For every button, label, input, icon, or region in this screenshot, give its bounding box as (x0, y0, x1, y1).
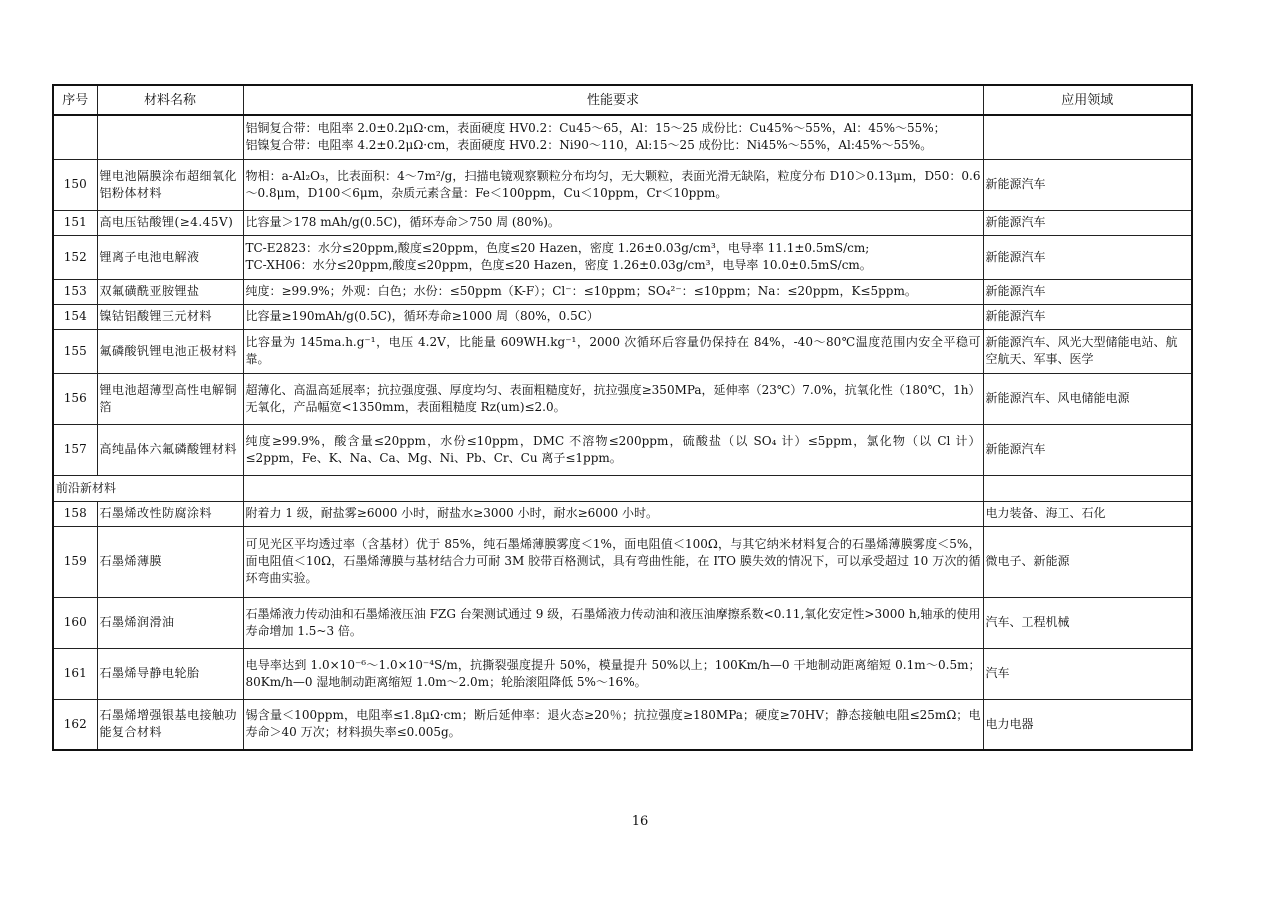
table-header (53, 85, 1192, 115)
table-row (53, 699, 1192, 750)
application-field: 新能源汽车 (983, 304, 1192, 329)
performance-requirements: 电导率达到 1.0×10⁻⁶～1.0×10⁻⁴S/m，抗撕裂强度提升 50%，模量提升 50%以上；100Km/h—0 干地制动距离缩短 0.1m～0.5m；80Km/h—0 湿地制动距离缩短 1.0m～2.0m；轮胎滚阻降低 5%～16%。 (243, 648, 983, 699)
material-name: 石墨烯润滑油 (97, 597, 243, 648)
performance-requirements: 比容量＞178 mAh/g(0.5C)，循环寿命＞750 周 (80%)。 (243, 210, 983, 235)
material-name: 石墨烯薄膜 (97, 526, 243, 597)
row-number: 152 (53, 235, 97, 279)
performance-requirements: 超薄化、高温高延展率；抗拉强度强、厚度均匀、表面粗糙度好，抗拉强度≥350MPa，延伸率（23℃）7.0%，抗氧化性（180℃，1h）无氧化，产品幅宽<1350mm，表面粗糙度 Rz(um)≤2.0。 (243, 373, 983, 424)
performance-requirements: 比容量为 145ma.h.g⁻¹，电压 4.2V，比能量 609WH.kg⁻¹，2000 次循环后容量仍保持在 84%，-40～80℃温度范围内安全平稳可靠。 (243, 329, 983, 373)
table-row (53, 597, 1192, 648)
row-number: 162 (53, 699, 97, 750)
performance-requirements: TC-E2823：水分≤20ppm,酸度≤20ppm，色度≤20 Hazen，密度 1.26±0.03g/cm³，电导率 11.1±0.5mS/cm; TC-XH06：水分≤20ppm,酸度≤20ppm，色度≤20 Hazen，密度 1.26±0.03g/cm³，电导率 10.0±0.5mS/cm。 (243, 235, 983, 279)
header-row (53, 85, 1192, 115)
row-number: 155 (53, 329, 97, 373)
row-number: 158 (53, 501, 97, 526)
application-field: 微电子、新能源 (983, 526, 1192, 597)
row-number: 159 (53, 526, 97, 597)
table-row (53, 501, 1192, 526)
application-field: 汽车、工程机械 (983, 597, 1192, 648)
material-name (97, 115, 243, 159)
table-row (53, 329, 1192, 373)
header-application: 应用领域 (983, 85, 1192, 115)
row-number: 150 (53, 159, 97, 210)
application-field (983, 115, 1192, 159)
application-field: 新能源汽车 (983, 159, 1192, 210)
table-row (53, 526, 1192, 597)
material-name: 锂离子电池电解液 (97, 235, 243, 279)
table-row (53, 648, 1192, 699)
performance-requirements: 附着力 1 级，耐盐雾≥6000 小时，耐盐水≥3000 小时，耐水≥6000 小时。 (243, 501, 983, 526)
header-no: 序号 (53, 85, 97, 115)
material-name: 石墨烯导静电轮胎 (97, 648, 243, 699)
materials-table (52, 84, 1193, 751)
material-name: 高电压钴酸锂(≥4.45V) (97, 210, 243, 235)
table-row (53, 115, 1192, 159)
row-number: 157 (53, 424, 97, 475)
application-field: 汽车 (983, 648, 1192, 699)
table-row (53, 424, 1192, 475)
performance-requirements: 纯度≥99.9%，酸含量≤20ppm，水份≤10ppm，DMC 不溶物≤200ppm，硫酸盐（以 SO₄ 计）≤5ppm，氯化物（以 Cl 计）≤2ppm，Fe、K、Na、Ca、Mg、Ni、Pb、Cr、Cu 离子≤1ppm。 (243, 424, 983, 475)
application-field: 新能源汽车、风光大型储能电站、航空航天、军事、医学 (983, 329, 1192, 373)
application-field: 电力电器 (983, 699, 1192, 750)
performance-requirements: 可见光区平均透过率（含基材）优于 85%，纯石墨烯薄膜雾度＜1%，面电阻值＜100Ω，与其它纳米材料复合的石墨烯薄膜雾度＜5%，面电阻值＜10Ω，石墨烯薄膜与基材结合力可耐 3M 胶带百格测试，具有弯曲性能，在 ITO 膜失效的情况下，可以承受超过 10 万次的循环弯曲实验。 (243, 526, 983, 597)
performance-requirements: 锡含量＜100ppm，电阻率≤1.8μΩ·cm；断后延伸率：退火态≥20％；抗拉强度≥180MPa；硬度≥70HV；静态接触电阻≤25mΩ；电寿命＞40 万次；材料损失率≤0.005g。 (243, 699, 983, 750)
row-number: 153 (53, 279, 97, 304)
application-field: 电力装备、海工、石化 (983, 501, 1192, 526)
row-number: 160 (53, 597, 97, 648)
performance-requirements: 物相：a-Al₂O₃，比表面积：4～7m²/g，扫描电镜观察颗粒分布均匀，无大颗粒，表面光滑无缺陷，粒度分布 D10＞0.13μm，D50：0.6～0.8μm，D100＜6μm，杂质元素含量：Fe＜100ppm，Cu＜10ppm，Cr＜10ppm。 (243, 159, 983, 210)
material-name: 锂电池隔膜涂布超细氧化铝粉体材料 (97, 159, 243, 210)
performance-requirements: 石墨烯液力传动油和石墨烯液压油 FZG 台架测试通过 9 级，石墨烯液力传动油和液压油摩擦系数<0.11,氧化安定性>3000 h,轴承的使用寿命增加 1.5~3 倍。 (243, 597, 983, 648)
row-number (53, 115, 97, 159)
application-field: 新能源汽车 (983, 424, 1192, 475)
section-empty-cell (983, 475, 1192, 501)
table-row (53, 279, 1192, 304)
table-row (53, 159, 1192, 210)
table-body (53, 115, 1192, 750)
material-name: 氟磷酸钒锂电池正极材料 (97, 329, 243, 373)
table-row (53, 210, 1192, 235)
row-number: 161 (53, 648, 97, 699)
application-field: 新能源汽车、风电储能电源 (983, 373, 1192, 424)
page-number: 16 (631, 814, 649, 829)
application-field: 新能源汽车 (983, 210, 1192, 235)
application-field: 新能源汽车 (983, 235, 1192, 279)
section-row (53, 475, 1192, 501)
material-name: 双氟磺酰亚胺锂盐 (97, 279, 243, 304)
material-name: 镍钴铝酸锂三元材料 (97, 304, 243, 329)
table-row (53, 373, 1192, 424)
header-name: 材料名称 (97, 85, 243, 115)
performance-requirements: 比容量≥190mAh/g(0.5C)，循环寿命≥1000 周（80%，0.5C） (243, 304, 983, 329)
material-name: 石墨烯改性防腐涂料 (97, 501, 243, 526)
material-name: 锂电池超薄型高性电解铜箔 (97, 373, 243, 424)
application-field: 新能源汽车 (983, 279, 1192, 304)
row-number: 151 (53, 210, 97, 235)
section-label: 前沿新材料 (53, 475, 243, 501)
material-name: 石墨烯增强银基电接触功能复合材料 (97, 699, 243, 750)
header-requirements: 性能要求 (243, 85, 983, 115)
performance-requirements: 纯度：≥99.9%；外观：白色；水份：≤50ppm（K-F）；Cl⁻：≤10ppm；SO₄²⁻：≤10ppm；Na：≤20ppm，K≤5ppm。 (243, 279, 983, 304)
table-row (53, 304, 1192, 329)
table-row (53, 235, 1192, 279)
row-number: 156 (53, 373, 97, 424)
material-name: 高纯晶体六氟磷酸锂材料 (97, 424, 243, 475)
row-number: 154 (53, 304, 97, 329)
section-empty-cell (243, 475, 983, 501)
performance-requirements: 铝铜复合带：电阻率 2.0±0.2μΩ·cm，表面硬度 HV0.2：Cu45～65，Al：15～25 成份比：Cu45%～55%，Al：45%～55%； 铝镍复合带：电阻率 4.2±0.2μΩ·cm，表面硬度 HV0.2：Ni90～110，Al:15～25 成份比：Ni45%～55%，Al:45%～55%。 (243, 115, 983, 159)
